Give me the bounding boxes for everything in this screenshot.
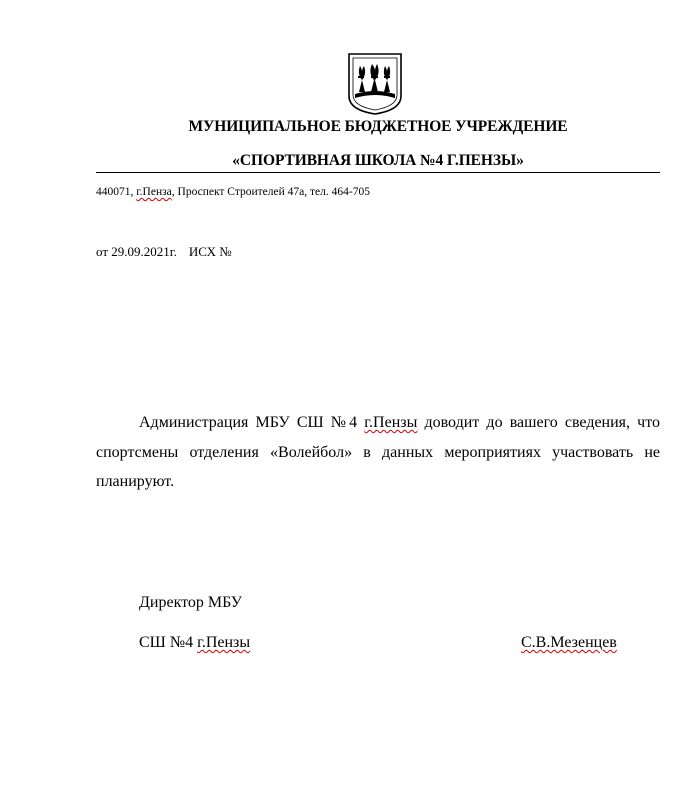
reference-date: от 29.09.2021г. <box>96 244 177 259</box>
signature-title: Директор МБУ <box>139 594 243 611</box>
letter-part2: доводит до вашего сведения, что спортсмены отделения «Волейбол» в данных мероприятиях участвовать не планируют. <box>96 414 661 490</box>
address-rest: , Проспект Строителей 47а, тел. 464-705 <box>171 186 370 198</box>
signature-org-city: г.Пензы <box>197 634 251 651</box>
signature-organization <box>139 634 250 652</box>
address-prefix: 440071, <box>96 186 137 198</box>
reference-number: ИСХ № <box>188 244 232 259</box>
letter-part1: Администрация МБУ СШ №4 <box>139 414 365 431</box>
coat-of-arms-icon <box>347 52 403 116</box>
letter-city: г.Пензы <box>364 414 418 431</box>
signature-org-prefix: СШ №4 <box>139 634 198 651</box>
reference-line <box>96 244 232 260</box>
organization-address <box>96 186 370 198</box>
signature-name: С.В.Мезенцев <box>521 634 617 651</box>
organization-subtitle: «СПОРТИВНАЯ ШКОЛА №4 Г.ПЕНЗЫ» <box>232 152 524 169</box>
letter-body <box>96 408 660 497</box>
address-city: г.Пенза <box>136 186 172 198</box>
organization-name: МУНИЦИПАЛЬНОЕ БЮДЖЕТНОЕ УЧРЕЖДЕНИЕ <box>188 118 568 135</box>
header-divider <box>96 172 660 173</box>
